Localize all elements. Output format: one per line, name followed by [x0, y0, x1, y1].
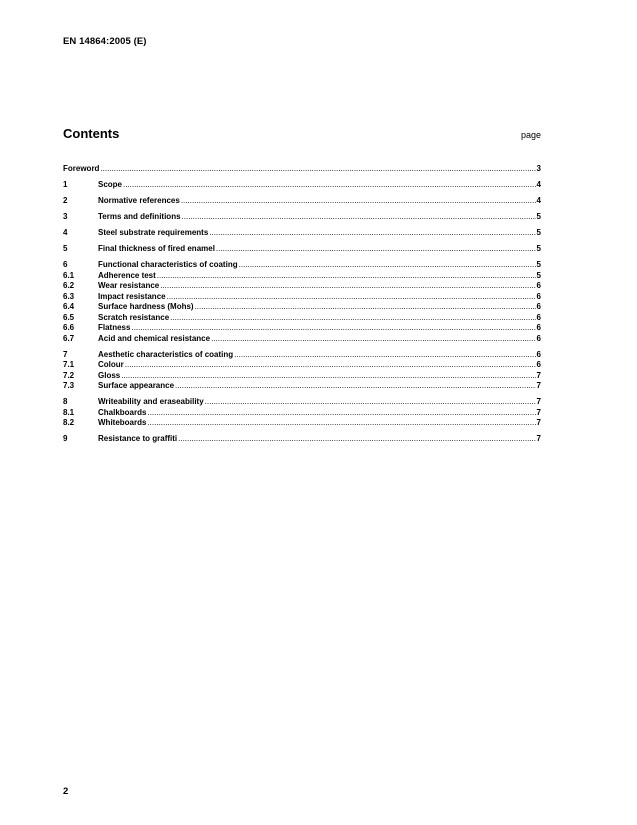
toc-entry-number: 6.1: [63, 270, 75, 280]
toc-dot-leader: [239, 260, 536, 271]
toc-entry-page: 7: [536, 397, 541, 406]
toc-entry[interactable]: [63, 164, 541, 175]
toc-entry-number: 2: [63, 196, 68, 205]
toc-dot-leader: [160, 281, 535, 292]
toc-entry-number: 6: [63, 260, 68, 269]
toc-entry-page: 6: [536, 281, 541, 290]
toc-entry-number: 8.2: [63, 418, 75, 427]
toc-dot-leader: [209, 228, 535, 239]
toc-entry-title: Steel substrate requirements: [98, 228, 209, 237]
toc-entry-page: 6: [536, 333, 541, 343]
toc-entry[interactable]: [63, 360, 541, 371]
page-column-label: page: [520, 130, 541, 140]
toc-entry-title: Acid and chemical resistance: [98, 333, 211, 343]
toc-entry-page: 7: [536, 407, 541, 417]
toc-entry-title: Terms and definitions: [98, 212, 181, 221]
toc-entry-title: Wear resistance: [98, 281, 160, 290]
toc-entry[interactable]: [63, 271, 541, 282]
toc-entry-number: 7.2: [63, 370, 75, 380]
toc-entry-title: Adherence test: [98, 270, 156, 280]
toc-entry-number: 7.3: [63, 381, 75, 390]
toc-dot-leader: [216, 244, 536, 255]
toc-entry[interactable]: [63, 281, 541, 292]
toc-dot-leader: [125, 360, 536, 371]
toc-entry[interactable]: [63, 397, 541, 408]
toc-entry[interactable]: [63, 371, 541, 382]
toc-entry-title: Foreword: [63, 164, 100, 173]
toc-entry-number: 8.1: [63, 407, 75, 417]
toc-entry-page: 6: [536, 302, 541, 311]
toc-dot-leader: [178, 434, 535, 445]
contents-heading: Contents: [63, 126, 120, 141]
toc-dot-leader: [234, 350, 535, 361]
toc-entry-title: Whiteboards: [98, 418, 147, 427]
toc-entry[interactable]: [63, 228, 541, 239]
toc-entry-page: 6: [536, 323, 541, 332]
toc-entry-title: Colour: [98, 360, 124, 369]
toc-entry-title: Functional characteristics of coating: [98, 260, 238, 269]
toc-entry-page: 4: [536, 180, 541, 189]
toc-entry-number: 6.3: [63, 291, 75, 301]
toc-entry-title: Aesthetic characteristics of coating: [98, 349, 234, 359]
toc-entry-title: Chalkboards: [98, 407, 147, 417]
toc-entry[interactable]: [63, 434, 541, 445]
toc-dot-leader: [182, 212, 536, 223]
toc-entry-title: Writeability and eraseability: [98, 397, 204, 406]
toc-entry-title: Gloss: [98, 370, 121, 380]
toc-entry-page: 3: [536, 164, 541, 173]
toc-entry-title: Normative references: [98, 196, 180, 205]
toc-dot-leader: [147, 418, 535, 429]
toc-dot-leader: [100, 164, 535, 175]
toc-entry-number: 6.5: [63, 312, 75, 322]
toc-dot-leader: [205, 397, 536, 408]
toc-dot-leader: [170, 313, 535, 324]
toc-entry-page: 7: [536, 418, 541, 427]
toc-entry-page: 7: [536, 370, 541, 380]
page-number: 2: [63, 786, 69, 797]
toc-entry-title: Impact resistance: [98, 291, 166, 301]
toc-entry[interactable]: [63, 196, 541, 207]
table-of-contents: [63, 164, 541, 445]
toc-entry-page: 6: [536, 312, 541, 322]
toc-entry[interactable]: [63, 302, 541, 313]
toc-entry-number: 6.2: [63, 281, 75, 290]
toc-entry-title: Resistance to graffiti: [98, 434, 178, 443]
toc-entry[interactable]: [63, 350, 541, 361]
toc-entry-page: 4: [536, 196, 541, 205]
toc-dot-leader: [131, 323, 535, 334]
toc-entry-title: Surface hardness (Mohs): [98, 302, 194, 311]
toc-dot-leader: [121, 371, 535, 382]
toc-entry[interactable]: [63, 381, 541, 392]
toc-entry-page: 5: [536, 260, 541, 269]
toc-entry-page: 6: [536, 291, 541, 301]
toc-entry[interactable]: [63, 323, 541, 334]
toc-dot-leader: [195, 302, 536, 313]
toc-entry[interactable]: [63, 212, 541, 223]
toc-entry-page: 6: [536, 360, 541, 369]
toc-entry-number: 9: [63, 434, 68, 443]
toc-dot-leader: [167, 292, 536, 303]
toc-entry-title: Final thickness of fired enamel: [98, 244, 215, 253]
toc-entry[interactable]: [63, 418, 541, 429]
toc-entry[interactable]: [63, 408, 541, 419]
toc-entry-title: Scope: [98, 180, 123, 189]
toc-entry-page: 5: [536, 244, 541, 253]
toc-dot-leader: [181, 196, 536, 207]
toc-entry-number: 3: [63, 212, 68, 221]
toc-entry[interactable]: [63, 244, 541, 255]
toc-entry-page: 5: [536, 212, 541, 221]
toc-dot-leader: [157, 271, 536, 282]
toc-entry-number: 7: [63, 349, 68, 359]
toc-entry[interactable]: [63, 334, 541, 345]
toc-dot-leader: [147, 408, 535, 419]
toc-entry-number: 6.6: [63, 323, 75, 332]
toc-entry[interactable]: [63, 292, 541, 303]
toc-entry[interactable]: [63, 313, 541, 324]
toc-entry[interactable]: [63, 260, 541, 271]
toc-entry-number: 7.1: [63, 360, 75, 369]
toc-dot-leader: [175, 381, 536, 392]
toc-entry-title: Flatness: [98, 323, 131, 332]
standard-identifier: EN 14864:2005 (E): [63, 36, 147, 47]
toc-entry-number: 1: [63, 180, 68, 189]
toc-entry-number: 6.4: [63, 302, 75, 311]
toc-entry-number: 6.7: [63, 333, 75, 343]
toc-entry-title: Scratch resistance: [98, 312, 170, 322]
toc-entry-title: Surface appearance: [98, 381, 175, 390]
toc-entry-page: 7: [536, 381, 541, 390]
toc-entry-page: 7: [536, 434, 541, 443]
toc-dot-leader: [211, 334, 535, 345]
toc-entry-page: 5: [536, 228, 541, 237]
toc-entry[interactable]: [63, 180, 541, 191]
toc-entry-number: 4: [63, 228, 68, 237]
toc-entry-number: 5: [63, 244, 68, 253]
toc-entry-number: 8: [63, 397, 68, 406]
toc-entry-page: 5: [536, 270, 541, 280]
toc-dot-leader: [123, 180, 536, 191]
toc-entry-page: 6: [536, 349, 541, 359]
